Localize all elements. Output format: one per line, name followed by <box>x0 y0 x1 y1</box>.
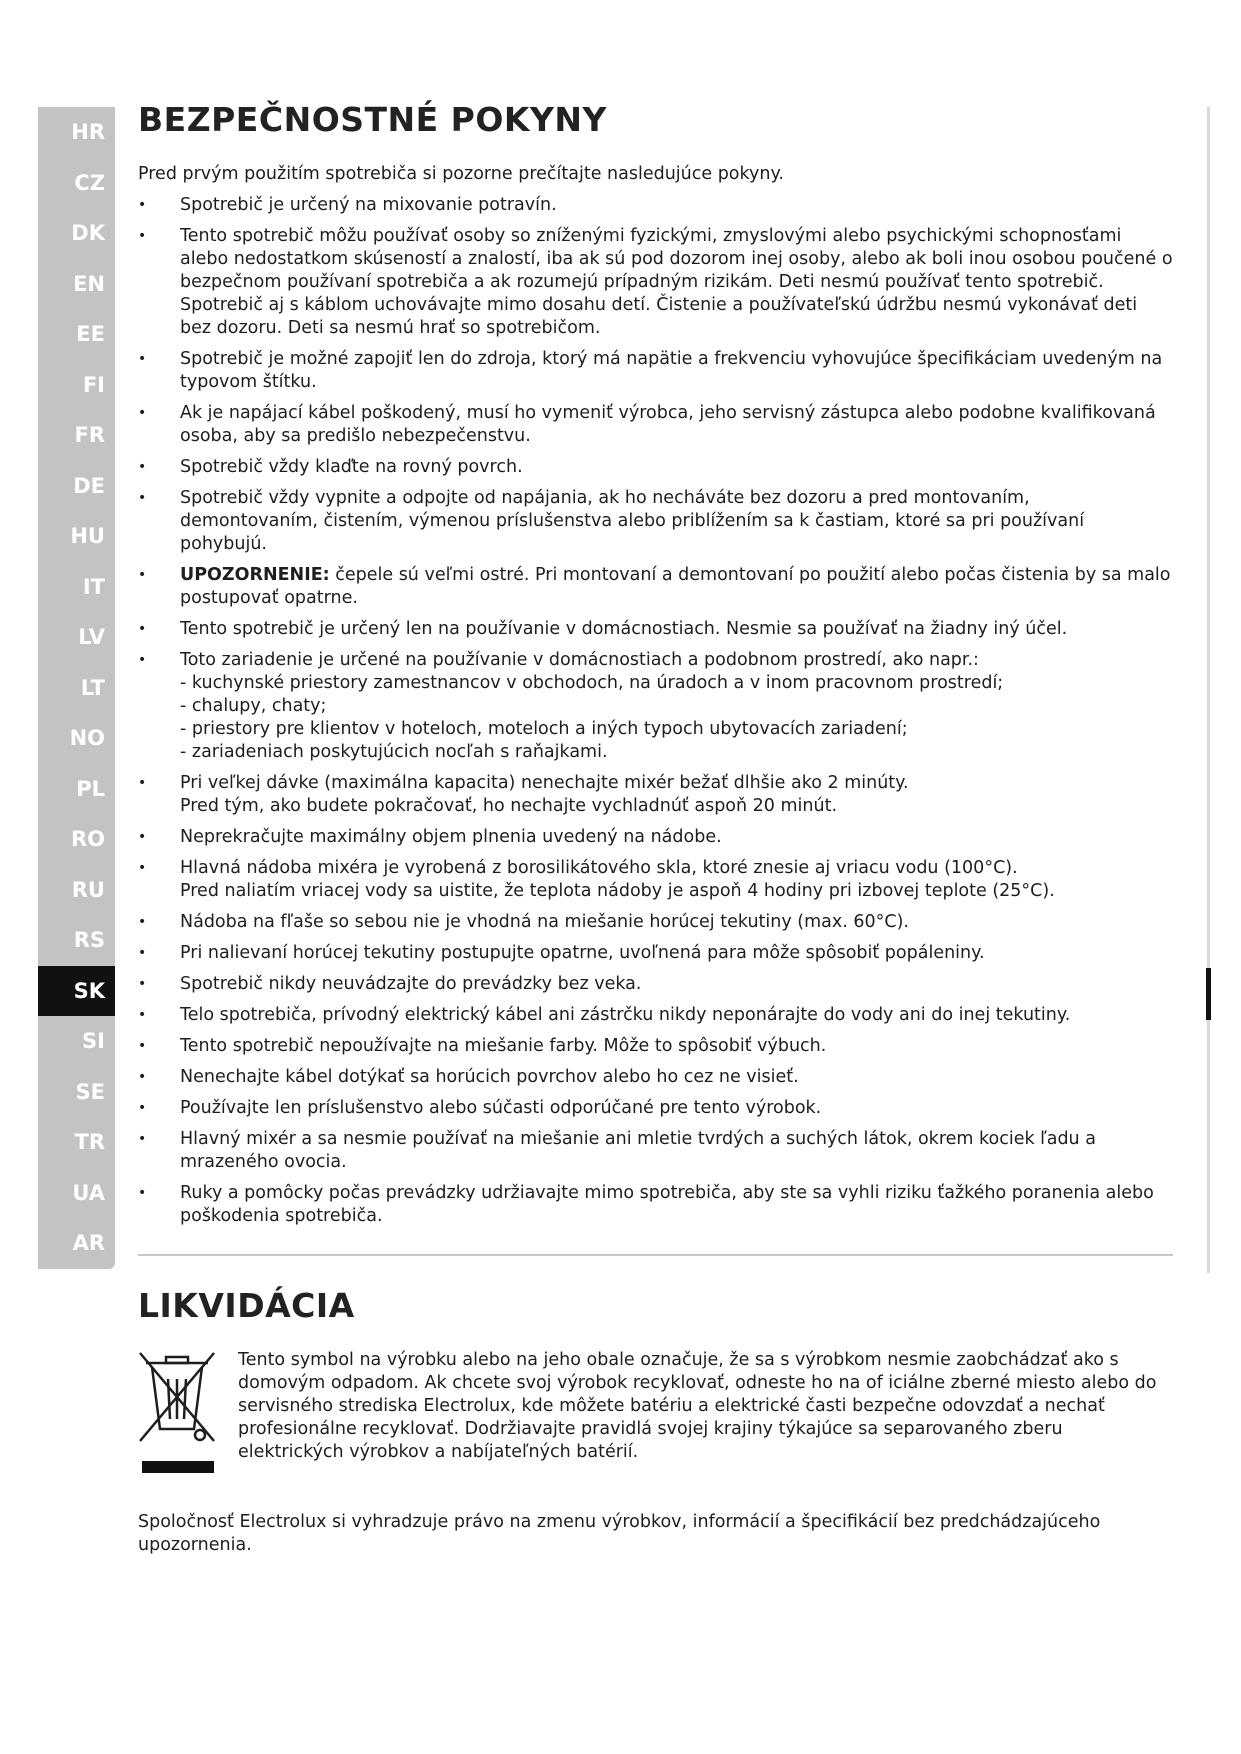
safety-item <box>138 225 1173 340</box>
language-tab-fi[interactable]: FI <box>82 372 105 397</box>
disposal-text: Tento symbol na výrobku alebo na jeho obale označuje, že sa s výrobkom nesmie zaobchádzať ako s domovým odpadom. Ak chcete svoj výrobok recyklovať, odneste ho na of iciálne zberné miesto alebo do servisného strediska Electrolux, kde môžete batériu a elektrické časti bezpečne odovzdať a nechať profesionálne recyklovať. Dodržiavajte pravidlá svojej krajiny týkajúce sa separovaného zberu elektrických výrobkov a nabíjateľných batérií. <box>238 1350 1157 1462</box>
language-tab-en[interactable]: EN <box>73 271 105 296</box>
disposal-title: LIKVIDÁCIA <box>138 1286 355 1325</box>
language-tab-pl[interactable]: PL <box>76 776 105 801</box>
safety-item <box>138 649 1173 764</box>
safety-item <box>138 618 1173 641</box>
safety-item <box>138 973 1173 996</box>
language-tab-ru[interactable]: RU <box>71 877 105 902</box>
language-tab-hr[interactable]: HR <box>71 120 105 144</box>
safety-item-text: Spotrebič je možné zapojiť len do zdroja, ktorý má napätie a frekvenciu vyhovujúce špecifikáciam uvedeným na typovom štítku. <box>180 349 1163 392</box>
language-tab-dk[interactable]: DK <box>71 221 105 245</box>
weee-crossed-bin-icon <box>138 1349 216 1479</box>
safety-list <box>138 194 1173 1228</box>
safety-subitem: - kuchynské priestory zamestnancov v obchodoch, na úradoch a v inom pracovnom prostredí; <box>180 673 1004 693</box>
page-content <box>138 100 1173 1557</box>
safety-item-text: Spotrebič nikdy neuvádzajte do prevádzky bez veka. <box>180 974 642 994</box>
safety-item <box>138 402 1173 448</box>
safety-item <box>138 1097 1173 1120</box>
disposal-block <box>138 1349 1173 1479</box>
safety-item <box>138 1035 1173 1058</box>
right-edge-rule <box>1207 107 1210 1273</box>
safety-item-text: Neprekračujte maximálny objem plnenia uvedený na nádobe. <box>180 827 722 847</box>
safety-subitem: - chalupy, chaty; <box>180 696 327 716</box>
safety-item-text: Nádoba na fľaše so sebou nie je vhodná na miešanie horúcej tekutiny (max. 60°C). <box>180 912 909 932</box>
safety-item-text: Spotrebič vždy klaďte na rovný povrch. <box>180 457 523 477</box>
safety-item-text: Ak je napájací kábel poškodený, musí ho vymeniť výrobca, jeho servisný zástupca alebo podobne kvalifikovaná osoba, aby sa predišlo nebezpečenstvu. <box>180 403 1156 446</box>
language-tab-se[interactable]: SE <box>75 1079 105 1104</box>
safety-subitem: - zariadeniach poskytujúcich nocľah s raňajkami. <box>180 742 608 762</box>
language-tab-de[interactable]: DE <box>73 473 105 498</box>
safety-item <box>138 857 1173 903</box>
safety-item-text: Pri nalievaní horúcej tekutiny postupujte opatrne, uvoľnená para môže spôsobiť popáleniny. <box>180 943 985 963</box>
safety-item-text: Pri veľkej dávke (maximálna kapacita) nenechajte mixér bežať dlhšie ako 2 minúty. <box>180 773 909 793</box>
language-tab-si[interactable]: SI <box>82 1029 105 1053</box>
safety-item-text: Nenechajte kábel dotýkať sa horúcich povrchov alebo ho cez ne visieť. <box>180 1067 799 1087</box>
safety-item-text: Spotrebič vždy vypnite a odpojte od napájania, ak ho necháváte bez dozoru a pred montovaním, demontovaním, čistením, výmenou príslušenstva alebo priblížením sa k častiam, ktoré sa pri používaní pohybujú. <box>180 488 1085 554</box>
safety-item <box>138 348 1173 394</box>
safety-item <box>138 826 1173 849</box>
safety-item-text: Hlavná nádoba mixéra je vyrobená z borosilikátového skla, ktoré znesie aj vriacu vodu (100°C). <box>180 858 1018 878</box>
safety-item-text: Hlavný mixér a sa nesmie používať na miešanie ani mletie tvrdých a suchých látok, okrem kociek ľadu a mrazeného ovocia. <box>180 1129 1096 1172</box>
footer-note: Spoločnosť Electrolux si vyhradzuje právo na zmenu výrobkov, informácií a špecifikácií bez predchádzajúceho upozornenia. <box>138 1512 1101 1555</box>
safety-item <box>138 1004 1173 1027</box>
right-edge-marker <box>1206 968 1211 1020</box>
language-tab-no[interactable]: NO <box>69 726 105 750</box>
safety-item-text: Tento spotrebič je určený len na používanie v domácnostiach. Nesmie sa používať na žiadny iný účel. <box>180 619 1068 639</box>
safety-item <box>138 942 1173 965</box>
safety-item <box>138 487 1173 556</box>
language-tab-lt[interactable]: LT <box>80 675 105 700</box>
language-tab-rs[interactable]: RS <box>73 928 105 952</box>
safety-item <box>138 564 1173 610</box>
language-tab-sk[interactable]: SK <box>38 966 115 1017</box>
safety-item <box>138 911 1173 934</box>
language-tab-ar[interactable]: AR <box>72 1231 105 1255</box>
safety-item <box>138 456 1173 479</box>
safety-item-text: Toto zariadenie je určené na používanie v domácnostiach a podobnom prostredí, ako napr.: <box>180 650 979 670</box>
language-tab-tr[interactable]: TR <box>74 1130 105 1154</box>
safety-item-text: čepele sú veľmi ostré. Pri montovaní a demontovaní po použití alebo počas čistenia by sa malo postupovať opatrne. <box>180 565 1171 608</box>
warning-label: UPOZORNENIE: <box>180 565 330 585</box>
language-tabs <box>38 107 115 1269</box>
safety-subitem: - priestory pre klientov v hoteloch, moteloch a iných typoch ubytovacích zariadení; <box>180 719 908 739</box>
language-tab-lv[interactable]: LV <box>78 625 105 649</box>
language-tab-it[interactable]: IT <box>82 574 105 599</box>
safety-item-text: Spotrebič je určený na mixovanie potravín. <box>180 195 557 215</box>
safety-item <box>138 772 1173 818</box>
safety-title: BEZPEČNOSTNÉ POKYNY <box>138 100 607 139</box>
language-tab-hu[interactable]: HU <box>70 524 105 548</box>
language-tab-ro[interactable]: RO <box>70 827 105 851</box>
language-tab-fr[interactable]: FR <box>74 423 105 447</box>
safety-item-text: Telo spotrebiča, prívodný elektrický kábel ani zástrčku nikdy neponárajte do vody ani do inej tekutiny. <box>180 1005 1071 1025</box>
safety-subitem: Pred naliatím vriacej vody sa uistite, že teplota nádoby je aspoň 4 hodiny pri izbovej teplote (25°C). <box>180 881 1055 901</box>
safety-item <box>138 194 1173 217</box>
language-tab-cz[interactable]: CZ <box>74 170 105 195</box>
section-divider <box>138 1254 1173 1256</box>
safety-item-text: Tento spotrebič nepoužívajte na miešanie farby. Môže to spôsobiť výbuch. <box>180 1036 827 1056</box>
language-tab-ee[interactable]: EE <box>76 322 105 346</box>
safety-subitem: Pred tým, ako budete pokračovať, ho nechajte vychladnúť aspoň 20 minút. <box>180 796 838 816</box>
safety-intro: Pred prvým použitím spotrebiča si pozorne prečítajte nasledujúce pokyny. <box>138 164 784 184</box>
safety-item <box>138 1066 1173 1089</box>
safety-item <box>138 1182 1173 1228</box>
safety-item-text: Ruky a pomôcky počas prevádzky udržiavajte mimo spotrebiča, aby ste sa vyhli riziku ťažkého poranenia alebo poškodenia spotrebiča. <box>180 1183 1154 1226</box>
safety-item <box>138 1128 1173 1174</box>
safety-item-text: Používajte len príslušenstvo alebo súčasti odporúčané pre tento výrobok. <box>180 1098 822 1118</box>
safety-item-text: Tento spotrebič môžu používať osoby so zníženými fyzickými, zmyslovými alebo psychickými schopnosťami alebo nedostatkom skúseností a znalostí, iba ak sú pod dozorom inej osoby, alebo ak boli inou osobou poučené o bezpečnom používaní spotrebiča a ak rozumejú prípadným rizikám. Deti nesmú používať tento spotrebič. Spotrebič aj s káblom uchovávajte mimo dosahu detí. Čistenie a používateľskú údržbu nesmú vykonávať deti bez dozoru. Deti sa nesmú hrať so spotrebičom. <box>180 226 1173 338</box>
language-tab-ua[interactable]: UA <box>72 1180 105 1205</box>
